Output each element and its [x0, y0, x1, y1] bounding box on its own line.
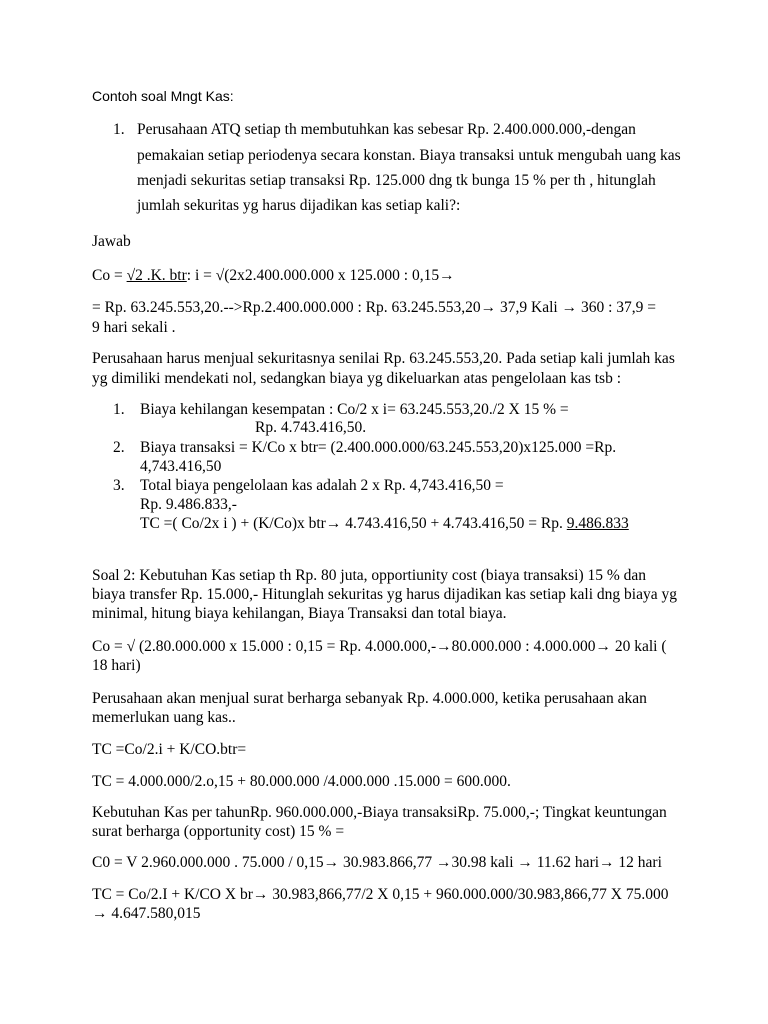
q1-line-1: Perusahaan ATQ setiap th membutuhkan kas sebesar Rp. 2.400.000.000,-dengan: [137, 121, 636, 138]
co2-line-1: Co = √ (2.80.000.000 x 15.000 : 0,15 = Rp. 4.000.000,-→80.000.000 : 4.000.000→ 20 kali (: [92, 638, 667, 655]
c0-line: C0 = V 2.960.000.000 . 75.000 / 0,15→ 30.983.866,77 →30.98 kali → 11.62 hari→ 12 hari: [92, 854, 662, 871]
list-item-2a: Biaya transaksi = K/Co x btr= (2.400.000.000/63.245.553,20)x125.000 =Rp.: [140, 439, 617, 456]
co-result-line-1: = Rp. 63.245.553,20.-->Rp.2.400.000.000 : Rp. 63.245.553,20→ 37,9 Kali → 360 : 37,9 =: [92, 299, 656, 316]
tc-total-value: 9.486.833: [566, 515, 629, 532]
para3-line-1: Kebutuhan Kas per tahunRp. 960.000.000,-Biaya transaksiRp. 75.000,-; Tingkat keuntungan: [92, 804, 667, 821]
q1-line-3: menjadi sekuritas setiap transaksi Rp. 125.000 dng tk bunga 15 % per th , hitunglah: [137, 172, 656, 189]
list-item-3a: Total biaya pengelolaan kas adalah 2 x Rp. 4,743.416,50 =: [140, 477, 504, 494]
soal2-line-2: biaya transfer Rp. 15.000,- Hitunglah sekuritas yg harus dijadikan kas setiap kali dng biaya yg: [92, 586, 677, 603]
co-middle: : i = √(2x2.400.000.000 x 125.000 : 0,15→: [186, 267, 455, 284]
jawab-label: Jawab: [92, 233, 131, 250]
para3-line-2: surat berharga (opportunity cost) 15 % =: [92, 823, 345, 840]
list-number-3: 3.: [113, 477, 125, 494]
tc-formula: TC =Co/2.i + K/CO.btr=: [92, 741, 247, 758]
list-item-3b: Rp. 9.486.833,-: [140, 496, 237, 513]
tc-final-line-2: → 4.647.580,015: [92, 905, 201, 922]
para1-line-2: yg dimiliki mendekati nol, sedangkan biaya yg dikeluarkan atas pengelolaan kas tsb :: [92, 370, 622, 387]
list-item-1a: Biaya kehilangan kesempatan : Co/2 x i= 63.245.553,20./2 X 15 % =: [140, 401, 569, 418]
tc-final-line-1: TC = Co/2.I + K/CO X br→ 30.983,866,77/2 X 0,15 + 960.000.000/30.983,866,77 X 75.000: [92, 886, 669, 903]
tc-calculation: TC = 4.000.000/2.o,15 + 80.000.000 /4.000.000 .15.000 = 600.000.: [92, 773, 511, 790]
q1-line-4: jumlah sekuritas yg harus dijadikan kas setiap kali?:: [137, 197, 461, 214]
q1-number: 1.: [113, 121, 125, 138]
heading: Contoh soal Mngt Kas:: [92, 88, 234, 104]
co-sqrt-term: √2 .K. btr: [126, 267, 187, 284]
q1-line-2: pemakaian setiap periodenya secara konstan. Biaya transaksi untuk mengubah uang kas: [137, 147, 681, 164]
list-item-1b: Rp. 4.743.416,50.: [255, 419, 367, 436]
list-number-1: 1.: [113, 401, 125, 418]
co-formula: [92, 266, 455, 286]
tc-equation: TC =( Co/2x i ) + (K/Co)x btr→ 4.743.416,50 + 4.743.416,50 = Rp.: [140, 515, 567, 532]
co-result-line-2: 9 hari sekali .: [92, 319, 176, 336]
list-item-2b: 4,743.416,50: [140, 458, 222, 475]
para1-line-1: Perusahaan harus menjual sekuritasnya senilai Rp. 63.245.553,20. Pada setiap kali jumlah kas: [92, 350, 675, 367]
list-number-2: 2.: [113, 439, 125, 456]
list-item-3c: [140, 514, 629, 534]
soal2-line-1: Soal 2: Kebutuhan Kas setiap th Rp. 80 juta, opportiunity cost (biaya transaksi) 15 % dan: [92, 567, 647, 584]
co-prefix: Co =: [92, 267, 127, 284]
co2-line-2: 18 hari): [92, 657, 141, 674]
soal2-line-3: minimal, hitung biaya kehilangan, Biaya Transaksi dan total biaya.: [92, 605, 507, 622]
para2-line-1: Perusahaan akan menjual surat berharga sebanyak Rp. 4.000.000, ketika perusahaan akan: [92, 690, 647, 707]
para2-line-2: memerlukan uang kas..: [92, 709, 236, 726]
